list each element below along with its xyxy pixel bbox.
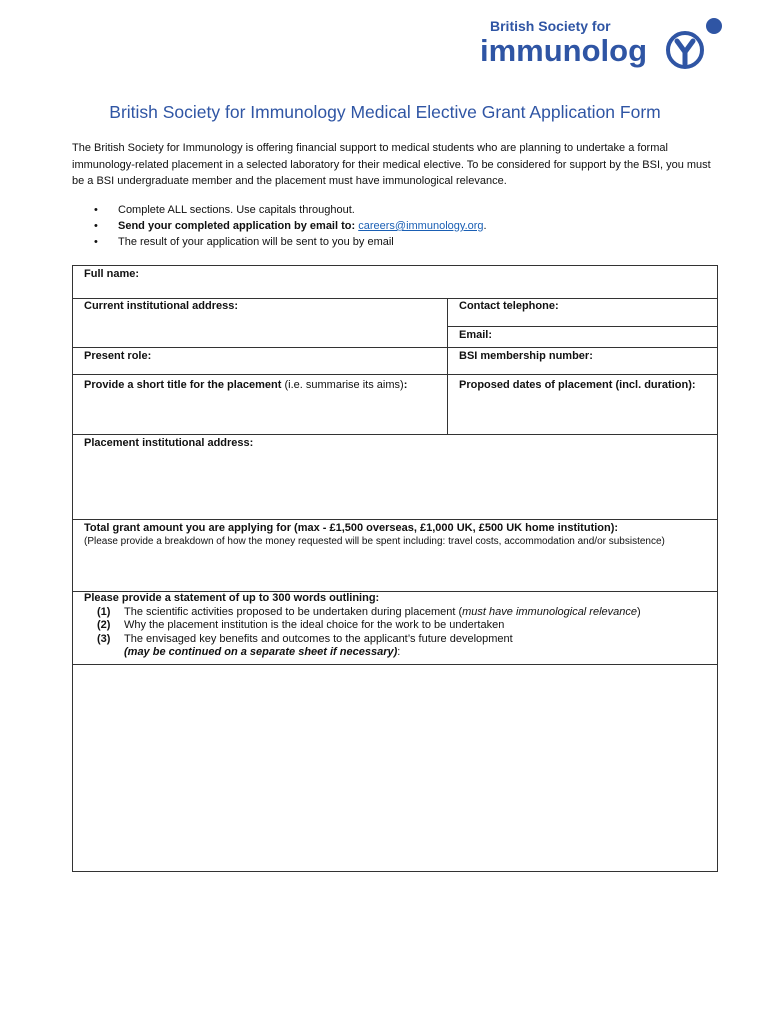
placement-title-label-main: Provide a short title for the placement (84, 379, 282, 391)
instruction-text: Send your completed application by email to (118, 220, 352, 232)
grant-breakdown-hint: (Please provide a breakdown of how the money requested will be spent including: travel costs, accommodation and/or subsistence) (84, 536, 665, 547)
instruction-text: The result of your application will be sent to you by email (118, 236, 394, 248)
bullet-icon: • (94, 204, 98, 216)
bsi-logo (478, 14, 728, 76)
bsi-membership-field[interactable] (448, 347, 718, 374)
placement-address-label: Placement institutional address: (84, 437, 254, 449)
statement-item-text: The envisaged key benefits and outcomes to the applicant’s future development (124, 632, 513, 645)
instruction-item (72, 218, 712, 234)
instruction-item (72, 234, 712, 250)
bsi-logo-mark (478, 14, 728, 76)
statement-item-close: ) (637, 605, 641, 618)
instruction-item (72, 202, 712, 218)
bsi-membership-label: BSI membership number: (459, 350, 593, 362)
instruction-colon: : (351, 220, 359, 232)
careers-email-link[interactable]: careers@immunology.org (358, 220, 484, 232)
bullet-icon: • (94, 236, 98, 248)
proposed-dates-field[interactable] (448, 374, 718, 434)
contact-telephone-label: Contact telephone: (459, 300, 559, 312)
statement-field[interactable] (73, 665, 717, 871)
logo-y-icon (668, 18, 722, 67)
statement-item-number: (1) (97, 605, 111, 618)
form-title: British Society for Immunology Medical Elective Grant Application Form (109, 102, 661, 122)
statement-item (84, 633, 641, 647)
statement-item-number: (3) (97, 632, 111, 645)
statement-instructions (84, 592, 641, 660)
statement-item-text: Why the placement institution is the ideal choice for the work to be undertaken (124, 619, 505, 631)
statement-item-number: (2) (97, 619, 111, 631)
institutional-address-label: Current institutional address: (84, 300, 239, 312)
institutional-address-field[interactable] (73, 298, 447, 347)
placement-title-field[interactable] (73, 374, 447, 434)
present-role-label: Present role: (84, 350, 152, 362)
logo-line1: British Society for (490, 18, 611, 34)
proposed-dates-label: Proposed dates of placement (incl. duration): (459, 379, 696, 391)
intro-paragraph: The British Society for Immunology is offering financial support to medical students who are planning to undertake a formal immunology-related placement in a selected laboratory for their medical elective. To be considered for support by the BSI, you must be a BSI undergraduate member and the placement must have immunological relevance. (72, 142, 711, 187)
statement-note (84, 646, 641, 660)
instruction-text: Complete ALL sections. Use capitals throughout. (118, 204, 355, 216)
instruction-period: . (483, 220, 487, 232)
placement-address-field[interactable] (73, 434, 717, 519)
instructions-list (72, 202, 712, 250)
statement-heading: Please provide a statement of up to 300 words outlining: (84, 592, 380, 604)
statement-note-text: (may be continued on a separate sheet if necessary) (124, 646, 398, 658)
bullet-icon: • (94, 220, 98, 232)
placement-title-label-hint: (i.e. summarise its aims) (281, 379, 404, 391)
statement-item (84, 606, 641, 620)
placement-title-label-colon: : (403, 379, 408, 391)
contact-telephone-field[interactable] (448, 298, 718, 326)
grant-amount-label: Total grant amount you are applying for (max - £1,500 overseas, £1,000 UK, £500 UK home institution): (84, 522, 619, 534)
statement-item (84, 619, 641, 633)
email-label: Email: (459, 329, 493, 341)
row-divider (73, 519, 717, 520)
email-field[interactable] (448, 326, 718, 347)
application-form (72, 265, 718, 872)
full-name-field[interactable] (73, 266, 717, 298)
statement-note-colon: : (397, 646, 401, 658)
statement-item-text: The scientific activities proposed to be undertaken during placement ( (124, 605, 463, 618)
statement-item-emphasis: must have immunological relevance (462, 605, 638, 618)
full-name-label: Full name: (84, 268, 140, 280)
present-role-field[interactable] (73, 347, 447, 374)
grant-amount-field[interactable] (73, 549, 717, 591)
logo-line2: immunolog (480, 33, 648, 68)
